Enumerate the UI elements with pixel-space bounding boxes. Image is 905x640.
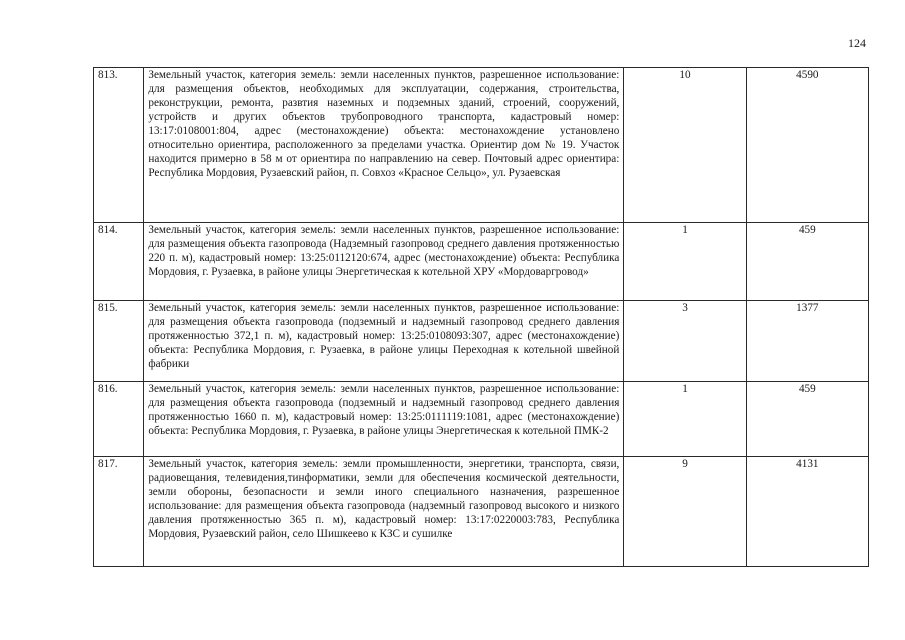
row-value: 4590 <box>746 68 868 223</box>
row-value: 459 <box>746 382 868 457</box>
row-value: 4131 <box>746 457 868 567</box>
page-number: 124 <box>848 36 866 50</box>
table-row <box>94 382 869 457</box>
row-description: Земельный участок, категория земель: земли населенных пунктов, разрешенное использование: для размещения объекта газопровода (Надземный газопровод среднего давления протяженностью 220 п. м), кадастровый номер: 13:25:0112120:674, адрес (местонахождение) объекта: Республика Мордовия, г. Рузаевка, в районе улицы Энергетическая к котельной ХРУ «Мордоваргровод» <box>144 223 624 301</box>
table-row <box>94 301 869 382</box>
row-number: 817. <box>94 457 144 567</box>
table-row <box>94 223 869 301</box>
row-description: Земельный участок, категория земель: земли населенных пунктов, разрешенное использование: для размещения объекта газопровода (подземный и надземный газопровод среднего давления протяженностью 1660 п. м), кадастровый номер: 13:25:0111119:1081, адрес (местонахождение) объекта: Республика Мордовия, г. Рузаевка, в районе улицы Энергетическая к котельной ПМК-2 <box>144 382 624 457</box>
row-quantity: 10 <box>624 68 746 223</box>
row-quantity: 3 <box>624 301 746 382</box>
row-description: Земельный участок, категория земель: земли населенных пунктов, разрешенное использование: для размещения объектов, необходимых для эксплуатации, содержания, строительства, реконструкции, ремонта, развтия наземных и подземных зданий, строений, сооружений, устройств и других объектов трубопроводного транспорта, кадастровый номер: 13:17:0108001:804, адрес (местонахождение) объекта: местонахождение установлено относительно ориентира, расположенного за пределами участка. Ориентир дом № 19. Участок находится примерно в 58 м от ориентира по направлению на север. Почтовый адрес ориентира: Республика Мордовия, Рузаевский район, п. Совхоз «Красное Сельцо», ул. Рузаевская <box>144 68 624 223</box>
row-number: 813. <box>94 68 144 223</box>
row-number: 814. <box>94 223 144 301</box>
row-value: 459 <box>746 223 868 301</box>
row-value: 1377 <box>746 301 868 382</box>
row-number: 816. <box>94 382 144 457</box>
table-row <box>94 457 869 567</box>
row-description: Земельный участок, категория земель: земли населенных пунктов, разрешенное использование: для размещения объекта газопровода (подземный и надземный газопровод среднего давления протяженностью 372,1 п. м), кадастровый номер: 13:25:0108093:307, адрес (местонахождение) объекта: Республика Мордовия, г. Рузаевка, в районе улицы Переходная к котельной швейной фабрики <box>144 301 624 382</box>
row-quantity: 1 <box>624 382 746 457</box>
table-row <box>94 68 869 223</box>
land-plots-table <box>93 67 869 567</box>
row-quantity: 9 <box>624 457 746 567</box>
row-number: 815. <box>94 301 144 382</box>
row-description: Земельный участок, категория земель: земли промышленности, энергетики, транспорта, связи, радиовещания, телевидения,тинформатики, земли для обеспечения космической деятельности, земли обороны, безопасности и земли иного специального назначения, разрешенное использование: для размещения объекта газопровода (надземный газопровод высокого и низкого давления протяженностью 365 п. м), кадастровый номер: 13:17:0220003:783, Республика Мордовия, Рузаевский район, село Шишкеево к КЗС и сушилке <box>144 457 624 567</box>
row-quantity: 1 <box>624 223 746 301</box>
